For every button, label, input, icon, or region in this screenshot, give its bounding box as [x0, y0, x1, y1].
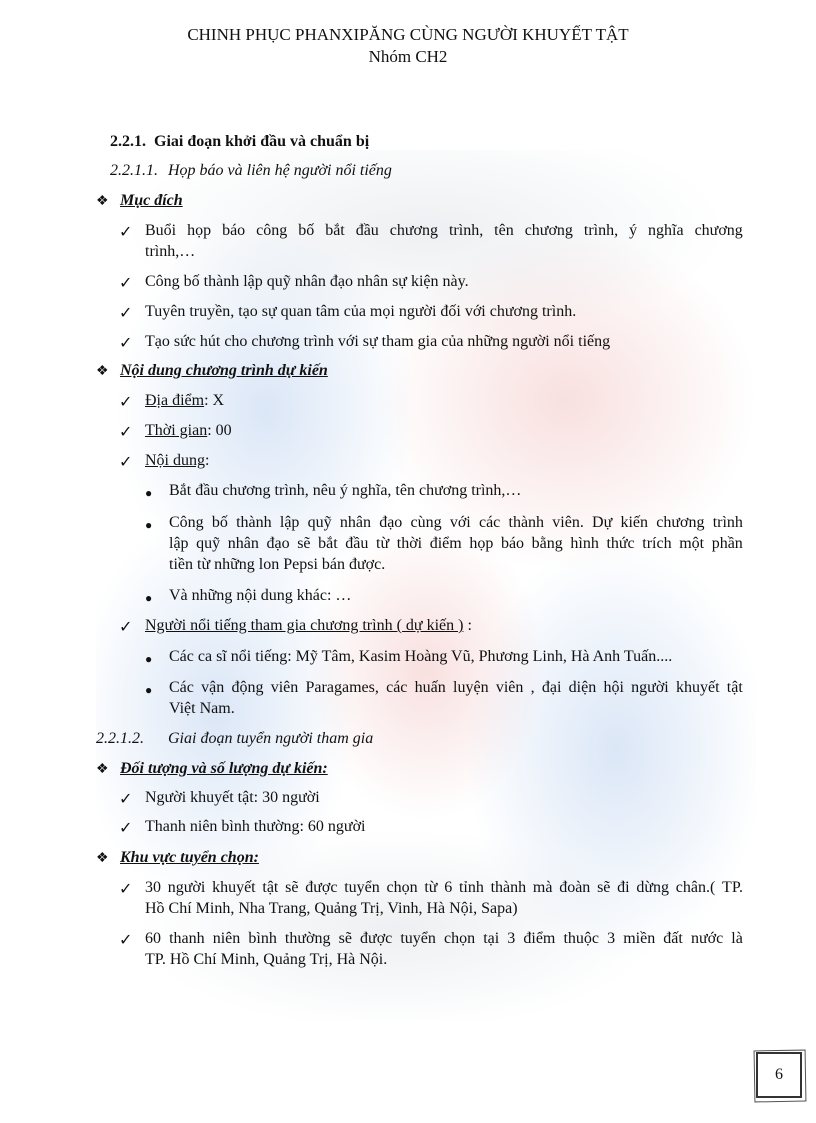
bullet-dot-icon: ●	[145, 591, 153, 605]
list-item-muc-dich-1-line2: trình,…	[145, 243, 196, 260]
list-item-muc-dich-1-line1: Buổi họp báo công bố bắt đầu chương trình, tên chương trình, ý nghĩa chương	[145, 222, 743, 239]
sub-item-nguoi-noi-tieng-2-line1: Các vận động viên Paragames, các huấn luyện viên , đại diện hội người khuyết tật	[169, 679, 743, 696]
list-item-khu-vuc-1-line2: Hồ Chí Minh, Nha Trang, Quảng Trị, Vinh, Hà Nội, Sapa)	[145, 900, 518, 917]
heading-title: Giai đoạn tuyển người tham gia	[168, 730, 374, 747]
list-item-noi-dung	[145, 452, 209, 470]
page-number: 6	[775, 1066, 783, 1083]
header-subtitle: Nhóm CH2	[368, 47, 448, 66]
bullet-dot-icon: ●	[145, 652, 153, 666]
sub-item-noi-dung-1: Bắt đầu chương trình, nêu ý nghĩa, tên chương trình,…	[169, 482, 522, 499]
heading-2-2-1-1	[110, 162, 392, 180]
heading-number: 2.2.1.	[110, 133, 146, 150]
diamond-bullet-icon: ❖	[96, 194, 109, 209]
list-item-khu-vuc-1-line1: 30 người khuyết tật sẽ được tuyển chọn từ 6 tỉnh thành mà đoàn sẽ đi dừng chân.( TP.	[145, 879, 743, 896]
section-title-doi-tuong: Đối tượng và số lượng dự kiến:	[120, 760, 328, 777]
label-nguoi-noi-tieng: Người nổi tiếng tham gia chương trình ( dự kiến )	[145, 617, 464, 634]
check-bullet-icon: ✓	[119, 275, 133, 292]
label-dia-diem: Địa điểm	[145, 392, 205, 409]
list-item-khu-vuc-2-line1: 60 thanh niên bình thường sẽ được tuyển chọn tại 3 điểm thuộc 3 miền đất nước là	[145, 930, 743, 947]
list-item-muc-dich-3: Tuyên truyền, tạo sự quan tâm của mọi người đối với chương trình.	[145, 303, 577, 320]
check-bullet-icon: ✓	[119, 820, 133, 837]
sub-item-noi-dung-2-line3: tiền từ những lon Pepsi bán được.	[169, 556, 386, 573]
label-colon: :	[463, 617, 472, 634]
section-title-muc-dich: Mục đích	[120, 192, 183, 209]
bullet-dot-icon: ●	[145, 486, 153, 500]
check-bullet-icon: ✓	[119, 619, 133, 636]
check-bullet-icon: ✓	[119, 394, 133, 411]
label-thoi-gian: Thời gian	[145, 422, 208, 439]
list-item-doi-tuong-2: Thanh niên bình thường: 60 người	[145, 818, 366, 835]
list-item-doi-tuong-1: Người khuyết tật: 30 người	[145, 789, 320, 806]
check-bullet-icon: ✓	[119, 932, 133, 949]
sub-item-noi-dung-2-line1: Công bố thành lập quỹ nhân đạo cùng với các thành viên. Dự kiến chương trình	[169, 514, 743, 531]
bullet-dot-icon: ●	[145, 683, 153, 697]
check-bullet-icon: ✓	[119, 881, 133, 898]
check-bullet-icon: ✓	[119, 305, 133, 322]
page-number-box	[756, 1052, 802, 1098]
list-item-thoi-gian	[145, 422, 232, 440]
value-dia-diem: : X	[204, 392, 225, 409]
check-bullet-icon: ✓	[119, 224, 133, 241]
label-noi-dung: Nội dung	[145, 452, 205, 469]
list-item-muc-dich-2: Công bố thành lập quỹ nhân đạo nhân sự kiện này.	[145, 273, 469, 290]
heading-number: 2.2.1.2.	[96, 730, 144, 747]
list-item-khu-vuc-2-line2: TP. Hồ Chí Minh, Quảng Trị, Hà Nội.	[145, 951, 388, 968]
check-bullet-icon: ✓	[119, 791, 133, 808]
diamond-bullet-icon: ❖	[96, 762, 109, 777]
heading-title: Giai đoạn khởi đầu và chuẩn bị	[154, 133, 370, 150]
heading-title: Họp báo và liên hệ người nổi tiếng	[168, 162, 392, 179]
bullet-dot-icon: ●	[145, 518, 153, 532]
sub-item-noi-dung-3: Và những nội dung khác: …	[169, 587, 352, 604]
check-bullet-icon: ✓	[119, 454, 133, 471]
list-item-nguoi-noi-tieng	[145, 617, 472, 635]
sub-item-nguoi-noi-tieng-2-line2: Việt Nam.	[169, 700, 235, 717]
sub-item-noi-dung-2-line2: lập quỹ nhân đạo sẽ bắt đầu từ thời điểm họp báo bằng hình thức trích một phần	[169, 535, 743, 552]
heading-number: 2.2.1.1.	[110, 162, 158, 179]
list-item-muc-dich-4: Tạo sức hút cho chương trình với sự tham gia của những người nổi tiếng	[145, 333, 611, 350]
heading-2-2-1-2	[96, 730, 373, 748]
sub-item-nguoi-noi-tieng-1: Các ca sĩ nổi tiếng: Mỹ Tâm, Kasim Hoàng Vũ, Phương Linh, Hà Anh Tuấn....	[169, 648, 673, 665]
diamond-bullet-icon: ❖	[96, 364, 109, 379]
header-title: CHINH PHỤC PHANXIPĂNG CÙNG NGƯỜI KHUYẾT TẬT	[187, 25, 629, 44]
check-bullet-icon: ✓	[119, 424, 133, 441]
check-bullet-icon: ✓	[119, 335, 133, 352]
section-title-noi-dung: Nội dung chương trình dự kiến	[120, 362, 328, 379]
heading-2-2-1	[110, 133, 369, 151]
diamond-bullet-icon: ❖	[96, 851, 109, 866]
list-item-dia-diem	[145, 392, 224, 410]
section-title-khu-vuc: Khu vực tuyển chọn:	[120, 849, 259, 866]
value-thoi-gian: : 00	[207, 422, 232, 439]
label-colon: :	[205, 452, 210, 469]
